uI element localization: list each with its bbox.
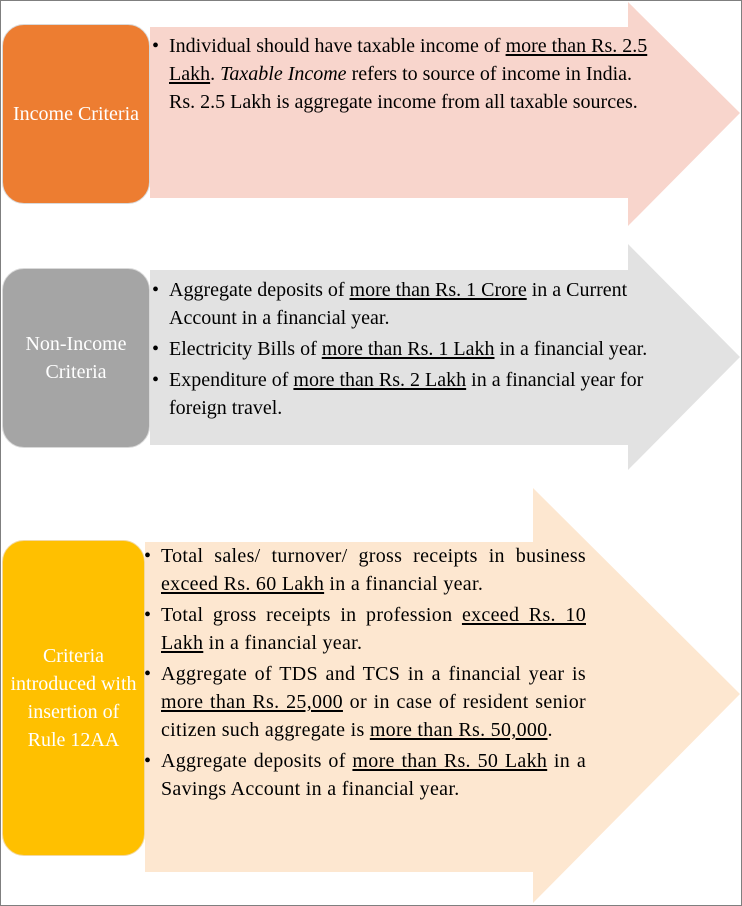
threshold-text: exceed Rs. 60 Lakh: [161, 573, 325, 595]
bullet-text: Individual should have taxable income of: [169, 35, 506, 57]
threshold-text: more than Rs. 1 Crore: [349, 279, 527, 301]
bullet-text: in a financial year.: [494, 338, 648, 360]
criteria-bullet: [152, 366, 662, 422]
bullet-text: .: [210, 63, 221, 85]
threshold-text: more than Rs. 25,000: [161, 691, 343, 713]
bullet-text: in a financial year for foreign travel.: [169, 369, 644, 419]
threshold-text: more than Rs. 2 Lakh: [293, 369, 467, 391]
bullet-text: in a financial year.: [203, 632, 363, 654]
bullet-text: or in case of resident senior citizen such aggregate is: [161, 691, 586, 741]
criteria-bullet: [144, 542, 586, 598]
criteria-bullet: [144, 601, 586, 657]
threshold-text: more than Rs. 50,000: [369, 719, 548, 741]
bullet-text: Total gross receipts in profession: [161, 604, 462, 626]
threshold-text: more than Rs. 50 Lakh: [352, 750, 548, 772]
income-criteria-label: Income Criteria: [12, 103, 140, 125]
rule-12aa-criteria-box: [2, 540, 145, 856]
criteria-bullet: [152, 32, 662, 116]
threshold-text: more than Rs. 1 Lakh: [321, 338, 495, 360]
bullet-text: Aggregate deposits of: [161, 750, 353, 772]
bullet-text: .: [547, 719, 553, 741]
emphasis-text: Taxable Income: [220, 63, 347, 85]
criteria-bullet: [144, 660, 586, 744]
bullet-text: Aggregate deposits of: [169, 279, 350, 301]
non-income-criteria-label: Non-Income Criteria: [25, 333, 127, 383]
rule-12aa-criteria-list: [144, 542, 586, 806]
bullet-text: Expenditure of: [169, 369, 294, 391]
bullet-text: Total sales/ turnover/ gross receipts in business: [161, 545, 586, 567]
non-income-criteria-list: [152, 276, 662, 425]
bullet-text: Aggregate of TDS and TCS in a financial year is: [161, 663, 586, 685]
rule-12aa-criteria-label: Criteria introduced with insertion of Rule 12AA: [10, 645, 137, 751]
bullet-text: in a Savings Account in a financial year.: [161, 750, 587, 800]
income-criteria-box: [2, 24, 150, 204]
threshold-text: more than Rs. 2.5 Lakh: [169, 35, 648, 85]
criteria-bullet: [152, 335, 662, 363]
bullet-text: refers to source of income in India. Rs. 2.5 Lakh is aggregate income from all taxable sources.: [169, 63, 638, 113]
criteria-bullet: [144, 747, 586, 803]
non-income-criteria-box: [2, 268, 150, 448]
bullet-text: in a financial year.: [324, 573, 484, 595]
bullet-text: in a Current Account in a financial year.: [169, 279, 628, 329]
threshold-text: exceed Rs. 10 Lakh: [161, 604, 586, 654]
criteria-bullet: [152, 276, 662, 332]
income-criteria-list: [152, 32, 662, 116]
bullet-text: Electricity Bills of: [169, 338, 322, 360]
